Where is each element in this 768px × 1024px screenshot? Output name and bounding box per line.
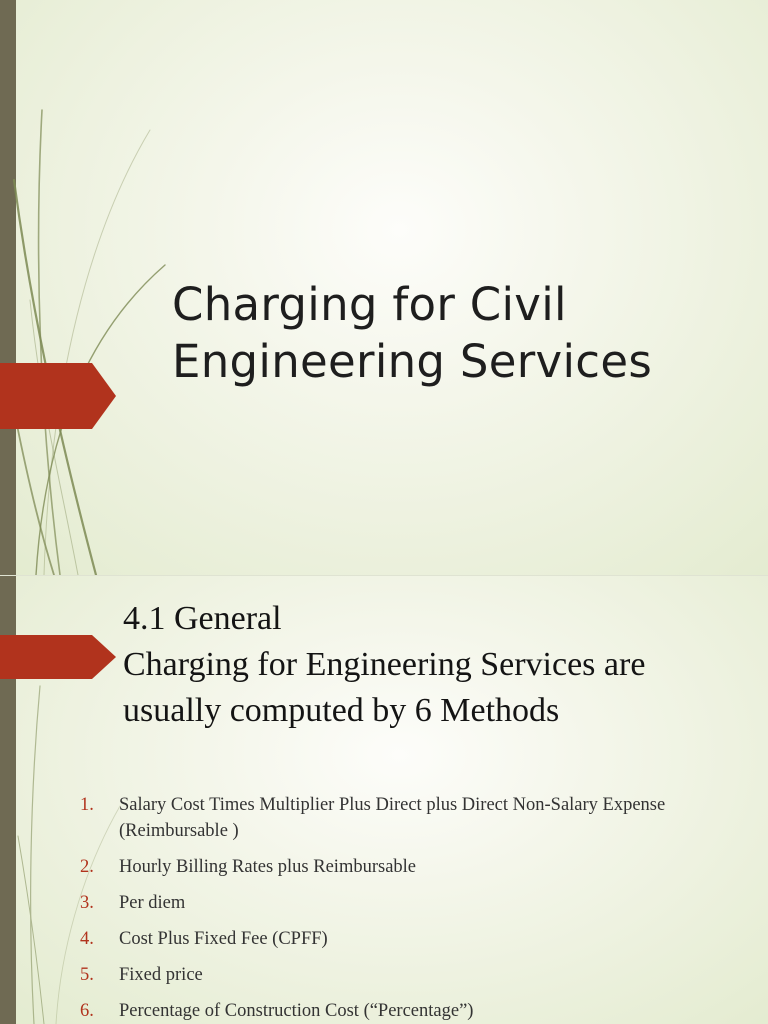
list-item: [80, 962, 720, 988]
list-number: 3.: [80, 893, 94, 913]
heading-line-1: 4.1 General: [123, 600, 282, 637]
list-number: 2.: [80, 857, 94, 877]
list-item: [80, 890, 720, 916]
section-heading: [123, 596, 645, 734]
accent-tab: [0, 363, 116, 429]
list-text: Salary Cost Times Multiplier Plus Direct plus Direct Non-Salary Expense (Reimbursable ): [119, 795, 666, 841]
list-text: Hourly Billing Rates plus Reimbursable: [119, 857, 417, 877]
list-item: [80, 998, 720, 1024]
methods-list: [80, 792, 720, 1024]
slide-title: [172, 276, 652, 390]
title-line-2: Engineering Services: [172, 335, 653, 388]
title-line-1: Charging for Civil: [172, 278, 567, 331]
list-number: 1.: [80, 795, 94, 815]
list-number: 6.: [80, 1001, 94, 1021]
heading-line-3: usually computed by 6 Methods: [123, 692, 560, 729]
list-item: [80, 854, 720, 880]
decorative-stems: [0, 0, 200, 575]
content-slide: [0, 576, 768, 1024]
list-item: [80, 792, 720, 844]
list-text: Cost Plus Fixed Fee (CPFF): [119, 929, 328, 949]
list-text: Per diem: [119, 893, 186, 913]
list-text: Percentage of Construction Cost (“Percentage”): [119, 1001, 474, 1021]
list-item: [80, 926, 720, 952]
list-number: 5.: [80, 965, 94, 985]
accent-tab: [0, 635, 116, 679]
list-number: 4.: [80, 929, 94, 949]
list-text: Fixed price: [119, 965, 203, 985]
heading-line-2: Charging for Engineering Services are: [123, 646, 646, 683]
